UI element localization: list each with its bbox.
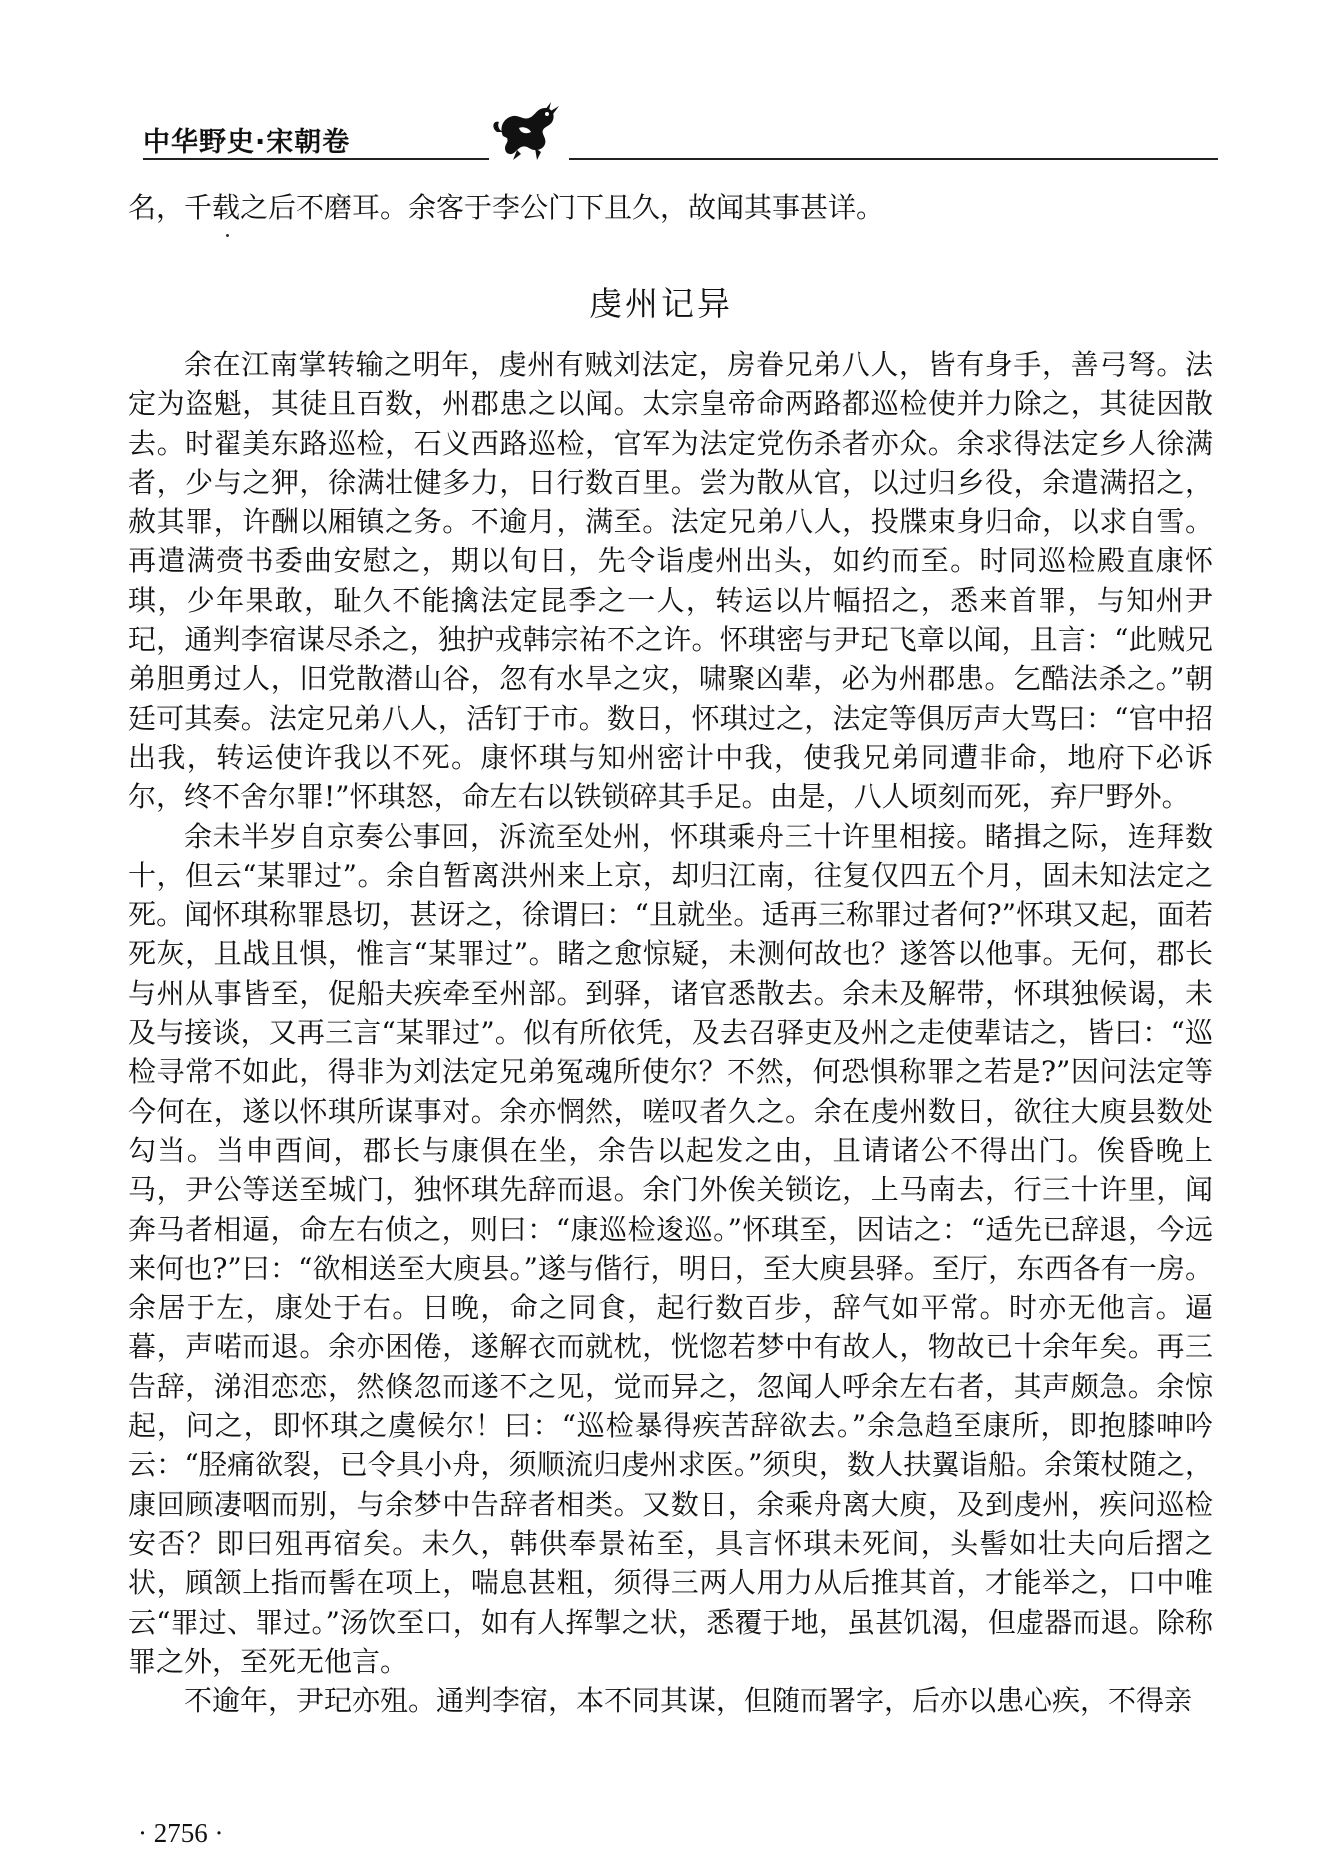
dragon-icon — [489, 98, 569, 162]
page-number: · 2756 · — [138, 1818, 224, 1848]
article-title: 虔州记异 — [589, 284, 733, 323]
running-head — [143, 120, 1218, 168]
header-rule — [143, 158, 1218, 160]
paragraph: 余在江南掌转输之明年，虔州有贼刘法定，房眷兄弟八人，皆有身手，善弓弩。法定为盗魁，其徒且百数，州郡患之以闻。太宗皇帝命两路都巡检使并力除之，其徒因散去。时翟美东路巡检，石义西路巡检，官军为法定党伤杀者亦众。余求得法定乡人徐满者，少与之狎，徐满壮健多力，日行数百里。尝为散从官，以过归乡役，余遣满招之，赦其罪，许酬以厢镇之务。不逾月，满至。法定兄弟八人，投牒束身归命，以求自雪。再遣满赍书委曲安慰之，期以旬日，先令诣虔州出头，如约而至。时同巡检殿直康怀琪，少年果敢，耻久不能擒法定昆季之一人，转运以片幅招之，悉来首罪，与知州尹玘，通判李宿谋尽杀之，独护戎韩宗祐不之许。怀琪密与尹玘飞章以闻，且言：“此贼兄弟胆勇过人，旧党散潜山谷，忽有水旱之灾，啸聚凶辈，必为州郡患。乞酷法杀之。”朝廷可其奏。法定兄弟八人，活钉于市。数日，怀琪过之，法定等俱厉声大骂曰：“官中招出我，转运使许我以不死。康怀琪与知州密计中我，使我兄弟同遭非命，地府下必诉尔，终不舍尔罪!”怀琪怒，命左右以铁锁碎其手足。由是，八人顷刻而死，弃尸野外。 — [128, 348, 1213, 814]
series-title: 中华野史·宋朝卷 — [143, 127, 351, 158]
carry-over-paragraph: 名，千载之后不磨耳。余客于李公门下且久，故闻其事甚详。 — [128, 191, 885, 224]
paragraph: 不逾年，尹玘亦殂。通判李宿，本不同其谋，但随而署字，后亦以患心疾，不得亲 — [184, 1684, 1193, 1718]
scan-speck — [226, 234, 229, 237]
article-body — [128, 345, 1213, 1720]
paragraph: 余未半岁自京奏公事回，泝流至处州，怀琪乘舟三十许里相接。睹揖之际，连拜数十，但云“某罪过”。余自暂离洪州来上京，却归江南，往复仅四五个月，固未知法定之死。闻怀琪称罪恳切，甚讶之，徐谓曰：“且就坐。适再三称罪过者何?”怀琪又起，面若死灰，且战且惧，惟言“某罪过”。睹之愈惊疑，未测何故也？遂答以他事。无何，郡长与州从事皆至，促船夫疾牵至州部。到驿，诸官悉散去。余未及解带，怀琪独候谒，未及与接谈，又再三言“某罪过”。似有所依凭，及去召驿吏及州之走使辈诘之，皆曰：“巡检寻常不如此，得非为刘法定兄弟冤魂所使尔？不然，何恐惧称罪之若是?”因问法定等今何在，遂以怀琪所谋事对。余亦惘然，嗟叹者久之。余在虔州数日，欲往大庾县数处勾当。当申酉间，郡长与康俱在坐，余告以起发之由，且请诸公不得出门。俟昏晚上马，尹公等送至城门，独怀琪先辞而退。余门外俟关锁讫，上马南去，行三十许里，闻奔马者相逼，命左右侦之，则曰：“康巡检逡巡。”怀琪至，因诘之：“适先已辞退，今远来何也?”曰：“欲相送至大庾县。”遂与偕行，明日，至大庾县驿。至厅，东西各有一房。余居于左，康处于右。日晚，命之同食，起行数百步，辞气如平常。时亦无他言。逼暮，声喏而退。余亦困倦，遂解衣而就枕，恍惚若梦中有故人，物故已十余年矣。再三告辞，涕泪恋恋，然倏忽而遂不之见，觉而异之，忽闻人呼余左右者，其声颇急。余惊起，问之，即怀琪之虞候尔！曰：“巡检暴得疾苦辞欲去。”余急趋至康所，即抱膝呻吟云：“胫痛欲裂，已令具小舟，须顺流归虔州求医。”须臾，数人扶翼诣船。余策杖随之，康回顾凄咽而别，与余梦中告辞者相类。又数日，余乘舟离大庾，及到虔州，疾问巡检安否？即曰殂再宿矣。未久，韩供奉景祐至，具言怀琪未死间，头髻如壮夫向后摺之状，頋颔上指而髻在项上，喘息甚粗，须得三两人用力从后推其首，才能举之，口中唯云“罪过、罪过。”汤饮至口，如有人挥掣之状，悉覆于地，虽甚饥渴，但虚器而退。除称罪之外，至死无他言。 — [128, 819, 1213, 1678]
